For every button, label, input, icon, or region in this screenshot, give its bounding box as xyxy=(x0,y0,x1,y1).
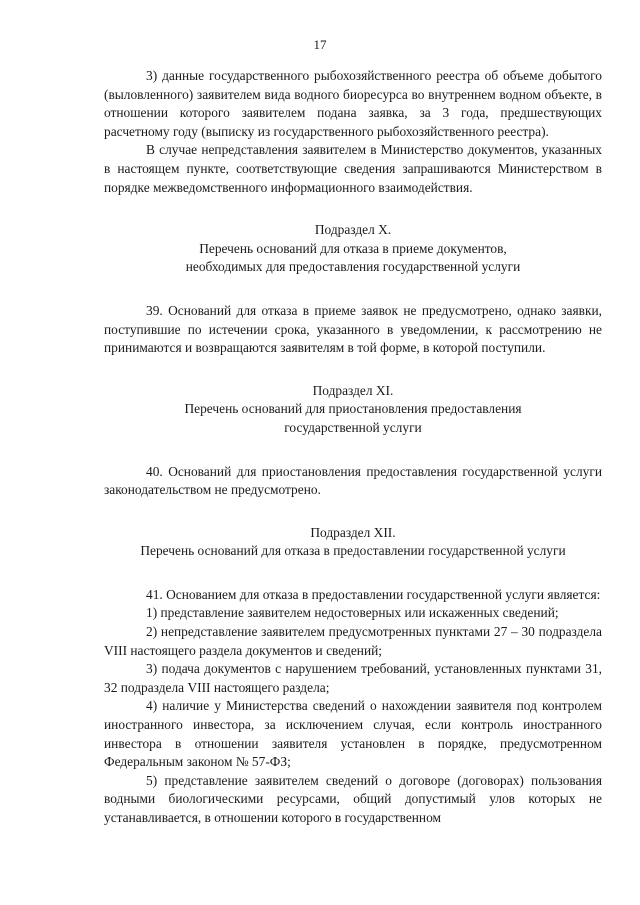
list-item-3: 3) подача документов с нарушением требований, установленных пунктами 31, 32 подраздела VIII настоящего раздела; xyxy=(104,661,602,695)
subsection-number: Подраздел X. xyxy=(314,222,392,238)
subsection-number: Подраздел XII. xyxy=(310,524,396,540)
list-item-4: 4) наличие у Министерства сведений о нахождении заявителя под контролем иностранного инвестора, за исключением случая, если контроль иностранного инвестора в отношении заявителя установлен в порядке, предусмотренном Федеральным законом № 57-ФЗ; xyxy=(104,698,602,770)
subsection-heading-xi xyxy=(104,382,602,438)
subsection-title-line: Перечень оснований для приостановления предоставления xyxy=(184,401,522,417)
subsection-title-line: необходимых для предоставления государственной услуги xyxy=(185,259,521,275)
subsection-title-line: Перечень оснований для отказа в предоставлении государственной услуги xyxy=(140,543,566,559)
list-item-5: 5) представление заявителем сведений о договоре (договорах) пользования водными биологическими ресурсами, общий допустимый улов которых не устанавливается, в отношении которого в государственном xyxy=(104,772,602,825)
document-body xyxy=(104,67,602,828)
paragraph-nonsubmission: В случае непредставления заявителем в Министерство документов, указанных в настоящем пункте, соответствующие сведения запрашиваются Министерством в порядке межведомственного информационного взаимодействия. xyxy=(104,142,602,195)
subsection-heading-xii xyxy=(104,524,602,561)
paragraph-39: 39. Оснований для отказа в приеме заявок не предусмотрено, однако заявки, поступившие по истечении срока, указанного в уведомлении, к рассмотрению не принимаются и возвращаются заявителям в той форме, в которой поступили. xyxy=(104,302,602,356)
subsection-title-line: Перечень оснований для отказа в приеме документов, xyxy=(199,240,507,256)
list-item-1: 1) представление заявителем недостоверных или искаженных сведений; xyxy=(146,605,559,621)
paragraph-41: 41. Основанием для отказа в предоставлении государственной услуги является: xyxy=(146,586,601,602)
subsection-heading-x xyxy=(104,221,602,277)
paragraph-item-3-data: 3) данные государственного рыбохозяйственного реестра об объеме добытого (выловленного) заявителем вида водного биоресурса во внутреннем водном объекте, в отношении которого заявителем подана заявка, за 3 года, предшествующих расчетному году (выписку из государственного рыбохозяйственного реестра). xyxy=(104,68,602,139)
paragraph-40: 40. Оснований для приостановления предоставления государственной услуги законодательством не предусмотрено. xyxy=(104,463,602,498)
list-item-2: 2) непредставление заявителем предусмотренных пунктами 27 – 30 подраздела VIII настоящего раздела документов и сведений; xyxy=(104,624,602,658)
page-number: 17 xyxy=(313,37,327,52)
subsection-number: Подраздел XI. xyxy=(312,382,394,398)
subsection-title-line: государственной услуги xyxy=(284,419,422,435)
